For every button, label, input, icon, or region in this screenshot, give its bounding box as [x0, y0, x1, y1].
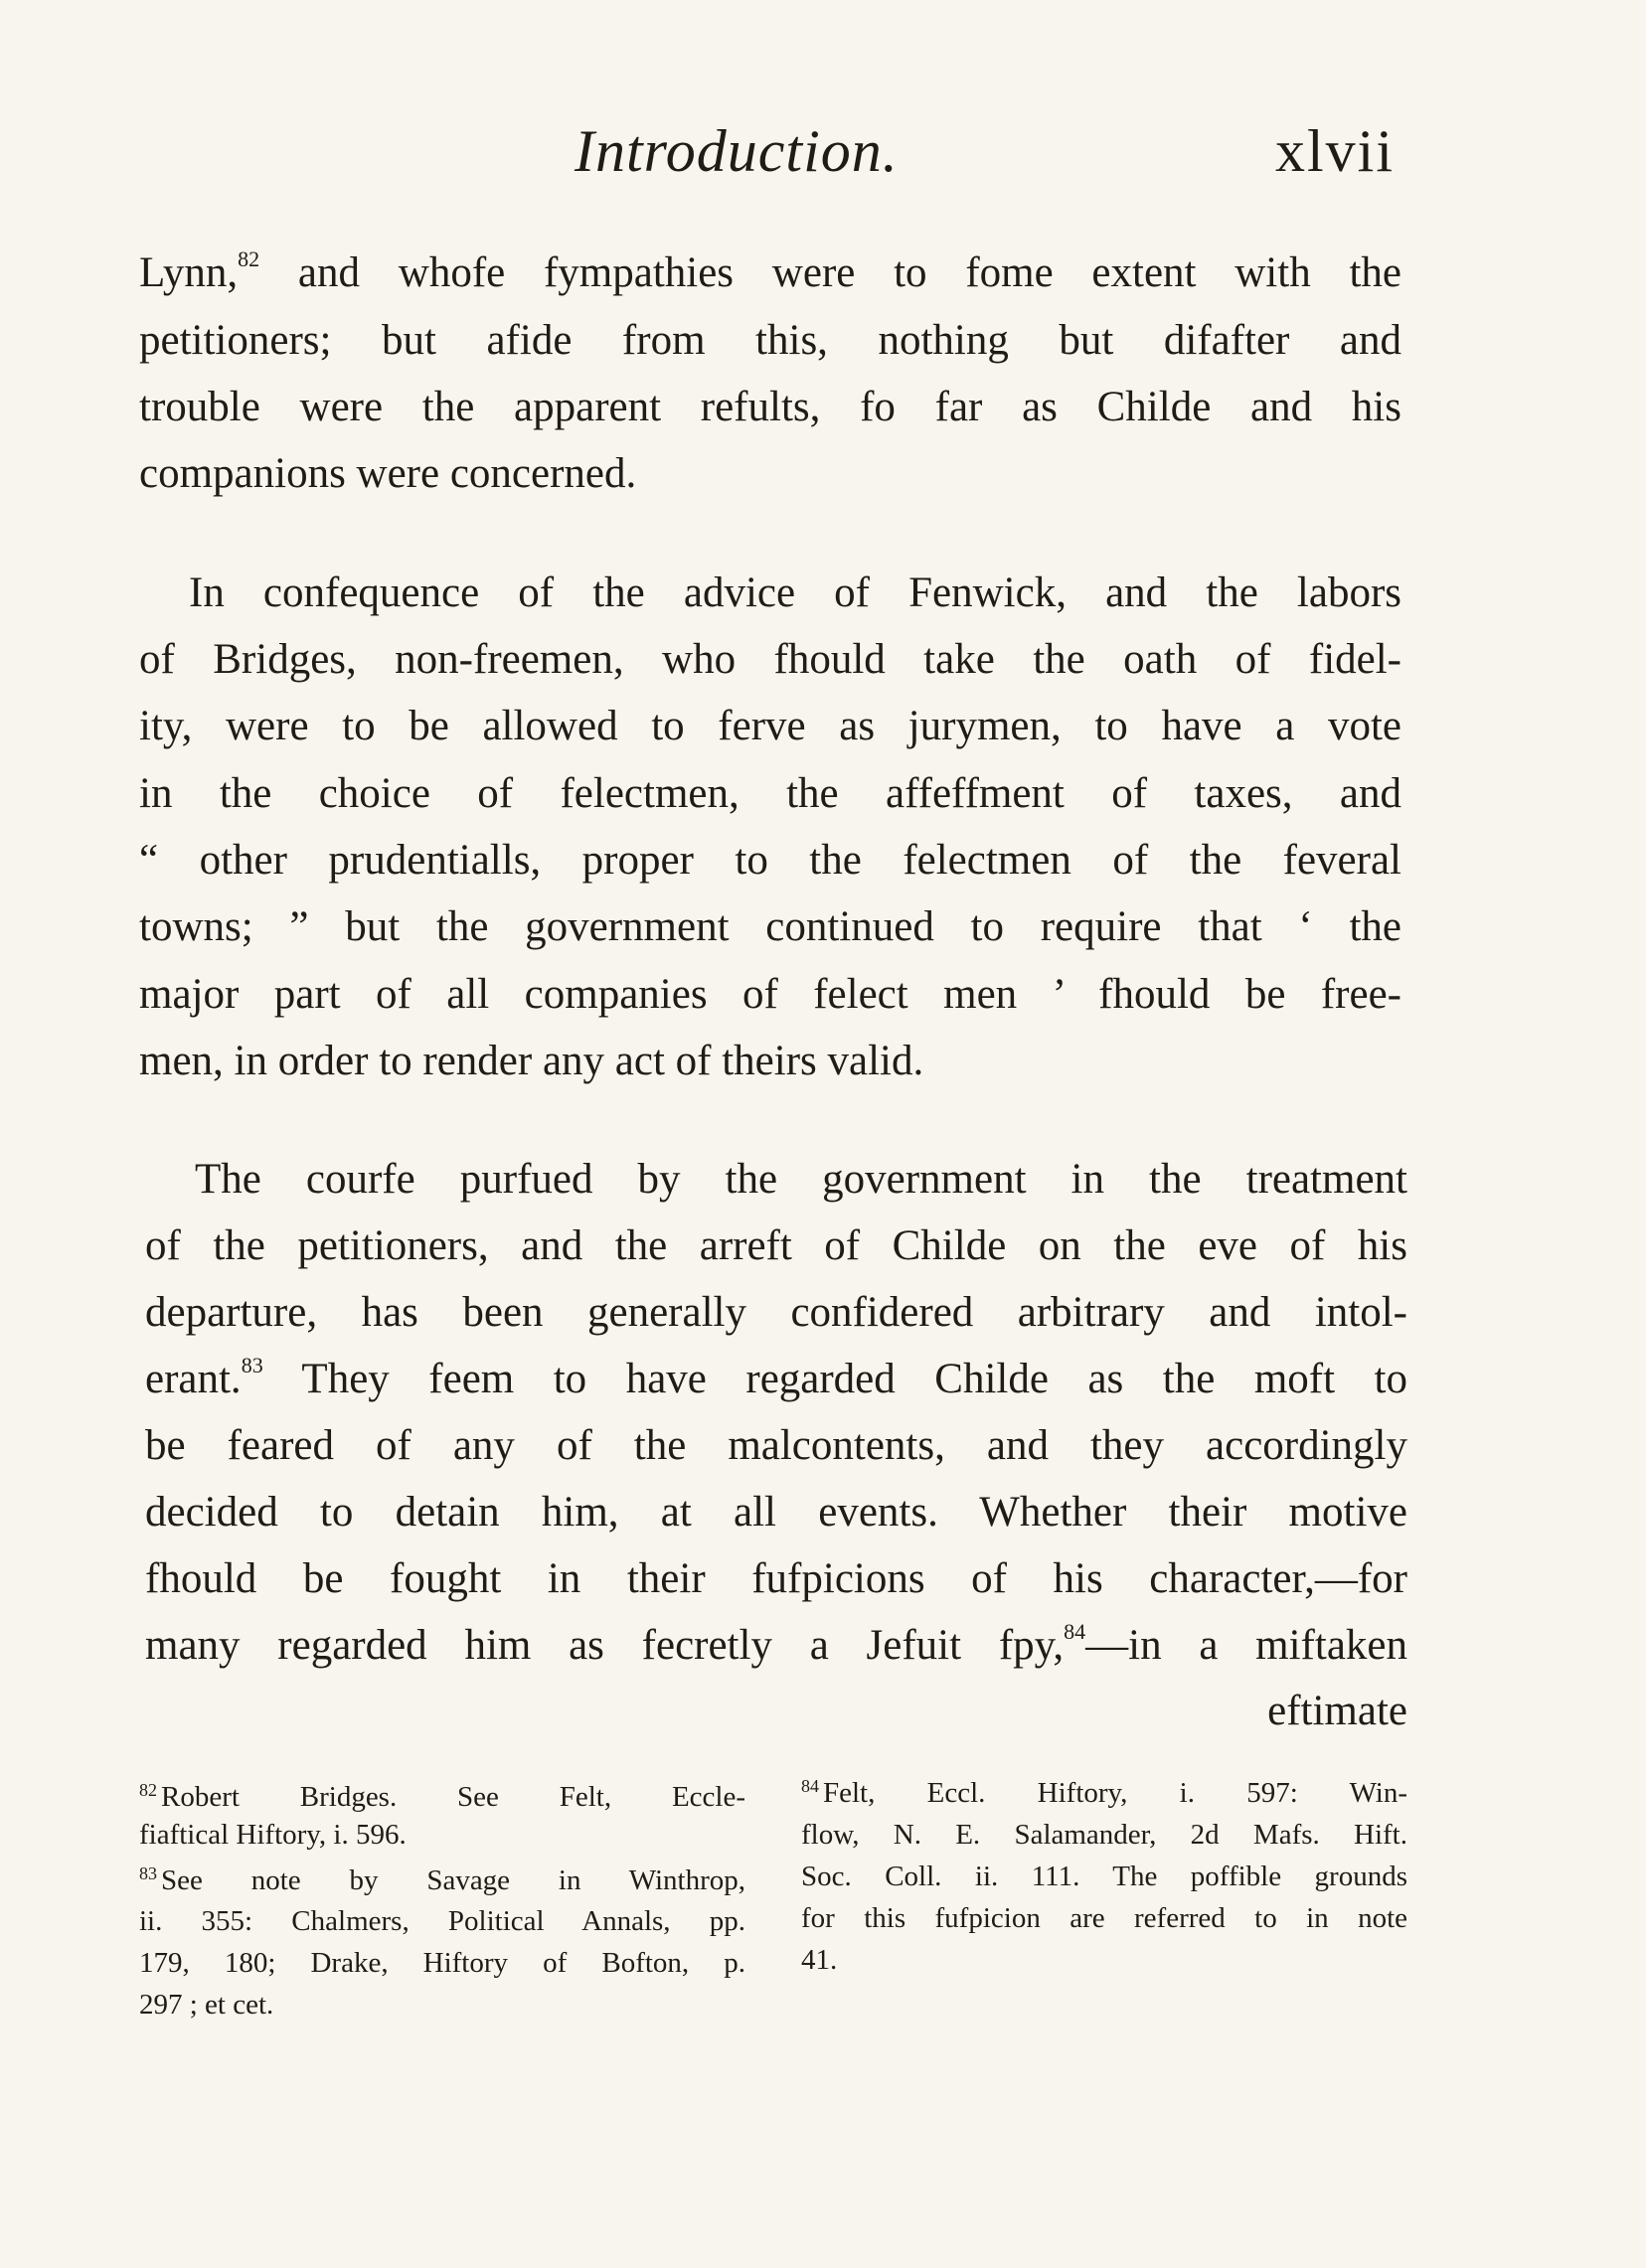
body-line: in the choice of felectmen, the affeffment of taxes, and: [139, 770, 1401, 817]
body-line: decided to detain him, at all events. Whether their motive: [145, 1489, 1407, 1536]
body-line: petitioners; but afide from this, nothing but difafter and: [139, 317, 1401, 364]
footnote-line: for this fufpicion are referred to in note: [801, 1902, 1407, 1934]
body-line: departure, has been generally confidered arbitrary and intol-: [145, 1289, 1407, 1336]
footnote-ref: 83: [241, 1353, 263, 1377]
footnote-number: 82: [139, 1780, 157, 1800]
body-line: many regarded him as fecretly a Jefuit fpy,$^{84}$—in a miftaken: [145, 1619, 1407, 1669]
body-line: of the petitioners, and the arreft of Childe on the eve of his: [145, 1222, 1407, 1269]
body-line: trouble were the apparent refults, fo far as Childe and his: [139, 384, 1401, 430]
page-number: xlvii: [1275, 118, 1396, 184]
footnote-line: 41.: [801, 1944, 838, 1976]
footnote-line: 179, 180; Drake, Hiftory of Bofton, p.: [139, 1947, 745, 1979]
body-line: towns; ” but the government continued to require that ‘ the: [139, 903, 1401, 950]
body-line: erant.$^{83}$ They feem to have regarded Childe as the moft to: [145, 1353, 1407, 1402]
running-header-title: Introduction.: [575, 118, 899, 184]
footnote-ref: 82: [238, 246, 260, 271]
body-line: The courfe purfued by the government in the treatment: [195, 1156, 1407, 1203]
footnote-number: 84: [801, 1776, 819, 1796]
body-line: companions were concerned.: [139, 450, 637, 497]
footnote-line: flow, N. E. Salamander, 2d Mafs. Hift.: [801, 1819, 1407, 1851]
footnote-line: ii. 355: Chalmers, Political Annals, pp.: [139, 1905, 745, 1937]
footnote-number: 83: [139, 1863, 157, 1883]
body-line: fhould be fought in their fufpicions of his character,—for: [145, 1555, 1407, 1602]
footnote-line: Soc. Coll. ii. 111. The poffible grounds: [801, 1861, 1407, 1892]
footnote-line: $^{82}$ Robert Bridges. See Felt, Eccle-: [139, 1780, 745, 1813]
body-line: of Bridges, non-freemen, who fhould take the oath of fidel-: [139, 636, 1401, 683]
body-line: men, in order to render any act of theirs valid.: [139, 1038, 924, 1084]
footnote-line: 297 ; et cet.: [139, 1989, 274, 2021]
footnote-line: fiaftical Hiftory, i. 596.: [139, 1819, 407, 1851]
footnote-ref: 84: [1064, 1619, 1086, 1644]
body-line: major part of all companies of felect men ’ fhould be free-: [139, 971, 1401, 1018]
footnote-line: $^{84}$ Felt, Eccl. Hiftory, i. 597: Win-: [801, 1776, 1407, 1809]
body-line: Lynn,$^{82}$ and whofe fympathies were to fome extent with the: [139, 246, 1401, 296]
catchword: eftimate: [1267, 1688, 1407, 1734]
body-line: In confequence of the advice of Fenwick, and the labors: [189, 569, 1401, 616]
body-line: ity, were to be allowed to ferve as jurymen, to have a vote: [139, 703, 1401, 749]
body-line: be feared of any of the malcontents, and they accordingly: [145, 1422, 1407, 1469]
footnote-line: $^{83}$ See note by Savage in Winthrop,: [139, 1863, 745, 1896]
body-line: “ other prudentialls, proper to the felectmen of the feveral: [139, 837, 1401, 884]
